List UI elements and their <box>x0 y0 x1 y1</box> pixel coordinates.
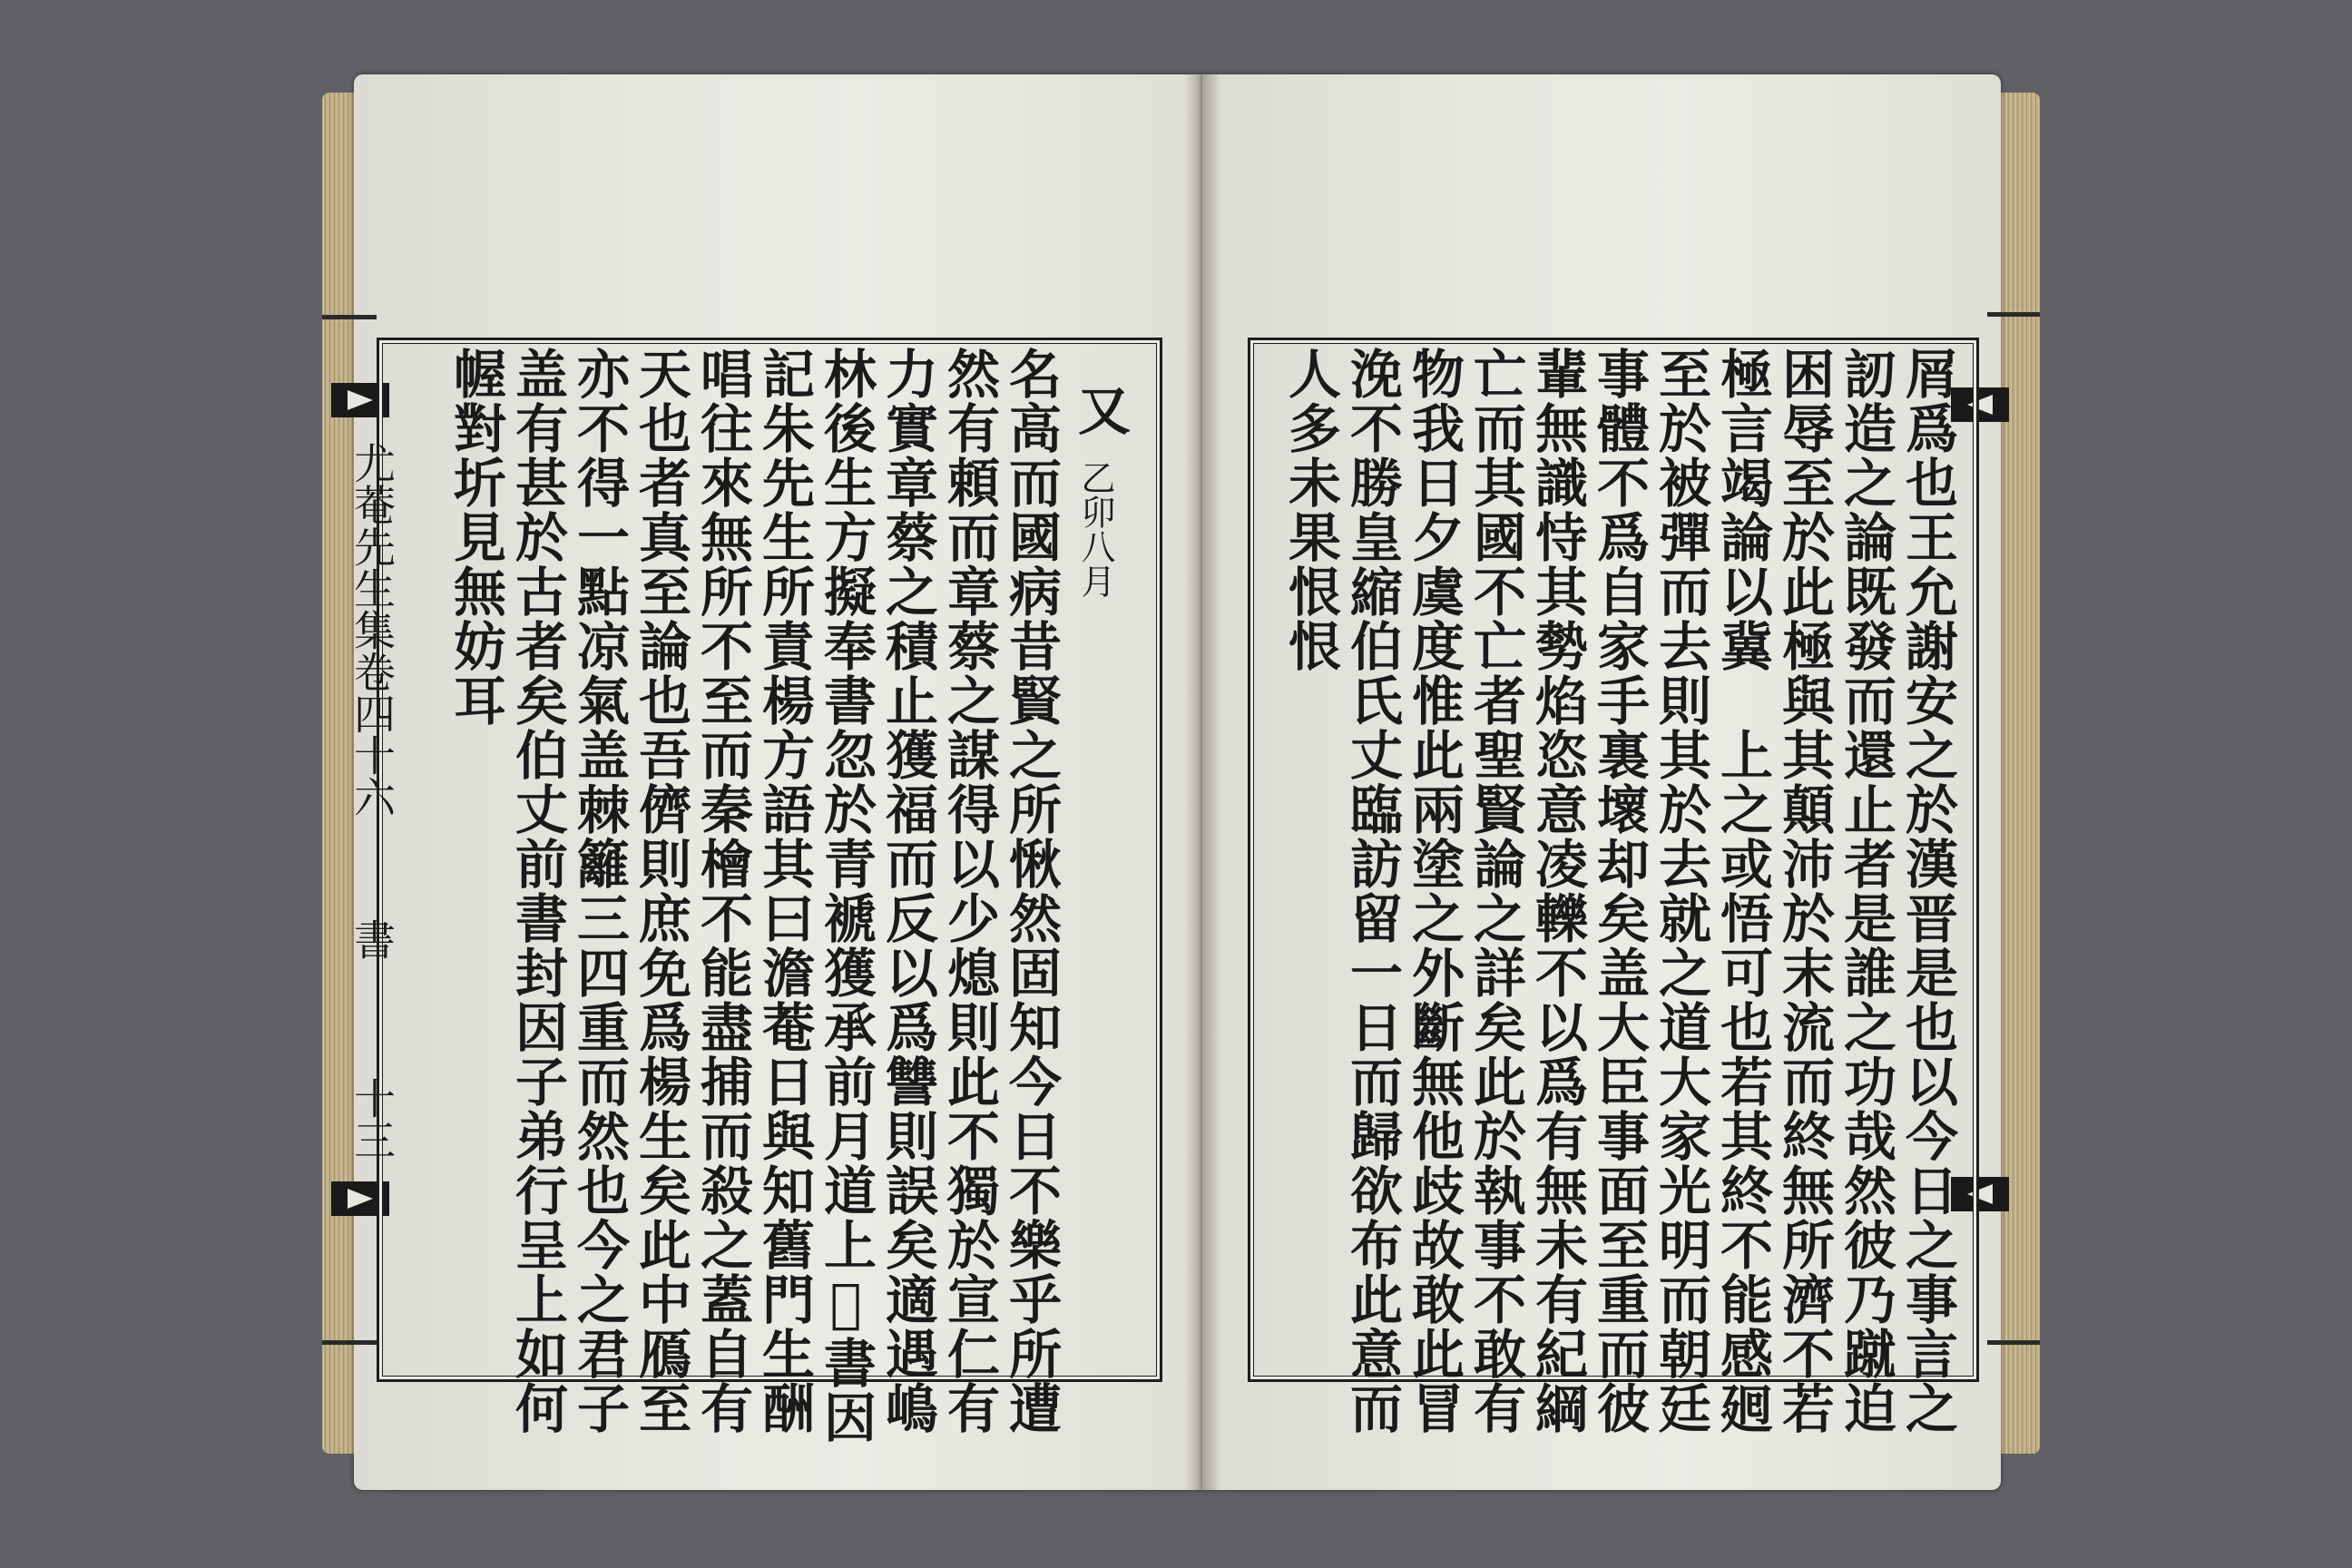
letter-date: 乙卯八月 <box>1075 460 1115 598</box>
open-book <box>313 74 2046 1490</box>
text-column: 亡而其國不亡者聖賢論之詳矣此於執事不敢有 <box>1465 347 1526 1436</box>
text-column: 訒造之論既發而還止者是誰之功哉然彼乃蹴迫 <box>1835 347 1896 1436</box>
text-column: 困辱至於此極與其顛沛於末流而終無所濟不若 <box>1773 347 1835 1436</box>
text-column: 天也者真至論也吾儕則庶免爲楊生矣此中鴈至 <box>630 347 691 1436</box>
text-column: 力實章蔡之積止獲福而反以爲讐則誤矣適遇嶋 <box>877 347 938 1436</box>
text-column: 盖有甚於古者矣伯丈前書封因子弟行呈上如何 <box>506 347 568 1436</box>
margin-book-title: 尤菴先生集卷四十六 <box>348 442 397 818</box>
book-gutter <box>1184 74 1220 1490</box>
binding-stitch <box>322 1340 377 1345</box>
text-column: 輩無識恃其勢焰恣意凌轢不以爲有無未有紀綱 <box>1526 347 1588 1436</box>
text-column: 浼不勝皇縮伯氏丈臨訪留一日而歸欲布此意而 <box>1341 347 1403 1436</box>
text-column: 記朱先生所責楊方語其曰澹菴日與知舊門生酬 <box>753 347 815 1436</box>
letter-heading: 又 <box>1069 383 1131 436</box>
text-column: 名高而國病昔賢之所愀然固知今日不樂乎所遭 <box>1000 347 1062 1436</box>
text-column: 屑爲也王允謝安之於漢晋是也以今日之事言之 <box>1896 347 1958 1436</box>
binding-stitch <box>1987 312 2040 317</box>
text-column: 亦不得一點凉氣盖棘籬三四重而然也今之君子 <box>568 347 630 1436</box>
text-column: 極言竭論以冀 上之或悟可也若其終不能感𢌞 <box>1711 347 1773 1436</box>
binding-stitch <box>322 315 377 319</box>
margin-page-number: 十三 <box>348 1077 397 1161</box>
text-column: 然有頼而章蔡之謀得以少熄則此不獨於宣仁有 <box>938 347 1000 1436</box>
text-column: 幄對圻見無妨耳 <box>445 347 506 728</box>
text-column: 至於被彈而去則其於去就之道大家光明而朝廷 <box>1650 347 1711 1436</box>
text-column: 物我日夕虞度惟此兩塗之外斷無他歧故敢此冒 <box>1403 347 1465 1436</box>
text-column: 事體不爲自家手裏壞却矣盖大臣事面至重而彼 <box>1588 347 1650 1436</box>
text-column: 唱往來無所不至而秦檜不能盡捕而殺之蓋自有 <box>691 347 753 1436</box>
margin-category: 書 <box>348 918 397 960</box>
text-column: 林後生方擬奉書忽於青褫獲承前月道上𦶜書因 <box>815 347 877 1445</box>
binding-stitch <box>1987 1340 2040 1345</box>
text-column: 人多未果恨恨 <box>1279 347 1341 673</box>
right-page-edges <box>1996 93 2040 1454</box>
